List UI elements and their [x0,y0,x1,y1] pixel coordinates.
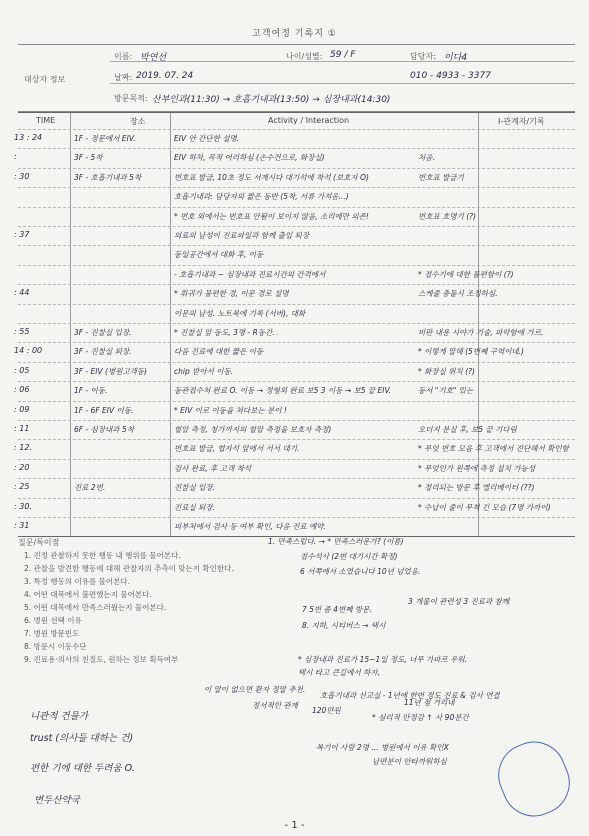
question-item: 6. 병원 선택 이유 [24,616,82,625]
question-item: 7. 병원 방문빈도 [24,629,80,638]
row-time: : 25 [14,482,30,492]
row-divider [18,362,575,363]
row-place: 3F - EIV (병원고객동) [74,366,148,376]
row-note: 번호표 호명기 (?) [418,211,477,221]
row-divider [18,207,575,208]
row-time: 13 : 24 [14,133,43,142]
row-note: * 이렇게 말해 (5번째 구역이네.) [418,347,524,357]
row-time: : 30. [14,501,32,511]
row-activity: * 휘귀가 불편한 경, 이문 경로 설명 [174,289,289,299]
row-note: 스케줄 충돌시 조정하심. [418,289,498,299]
name-label: 이름: [114,52,133,61]
row-divider [18,478,575,479]
row-time: : 20 [14,462,30,472]
answer-note: 복기이 사람 2명 ... 병원에서 이유 확인X [316,743,449,752]
row-divider [18,265,575,266]
staff-label: 담당자: [410,52,436,61]
phone-value: 010 - 4933 - 3377 [410,71,491,81]
row-divider [18,323,575,324]
row-divider [18,187,575,188]
date-value: 2019. 07. 24 [136,71,194,81]
answer-note: 택시 타고 큰길에서 하자. [298,668,380,677]
question-item: 3. 특정 행동의 이유를 물어본다. [24,577,131,586]
row-place: 1F - 이동. [74,386,108,396]
bottom-note: trust (의사들 대하는 건) [30,733,134,744]
row-time: : 05 [14,365,30,375]
row-place: 3F - 진찰실 퇴장. [74,347,132,357]
row-activity: 진찰실 입장. [174,483,215,493]
row-activity: 번호표 발급, 협자석 앞에서 서서 대기. [174,444,300,454]
question-item: 8. 방문시 이동수단 [24,642,87,651]
row-divider [18,342,575,343]
staff-value: 이다4 [444,53,468,63]
row-note: * 수납이 줄이 무척 긴 모습 (7명 가까이) [418,502,551,512]
row-activity: 혈압 측정, 청가까지의 혈압 측정을 보호자 측정) [174,425,332,434]
answer-note: * 심리적 안정감 ↑ 사 90분간 [372,713,469,722]
row-divider [18,498,575,499]
row-divider [18,459,575,460]
row-activity: 다음 진료에 대한 짧은 이동 [174,347,264,357]
age-value: 59 / F [330,50,356,60]
answer-note: 호흡기내과 선교실 - 1년에 한번 정도 진료 & 검사 연결 [320,691,500,700]
answer-note: 3 개물이 관련성 3 진료과 참께 [408,597,510,606]
answer-note: 1. 만족스럽다. → * 만족스러운가? (이름) [268,537,404,546]
row-activity: 의료의 남성이 진료파일과 함께 출입 퇴장 [174,231,310,240]
row-time: : 30 [14,171,30,181]
row-divider [18,226,575,227]
row-note: * 화장실 위치 (?) [418,366,475,376]
question-item: 1. 진정 관찰하지 못한 행동 내 행위를 물어본다. [24,551,181,560]
row-divider [18,517,575,518]
question-item: 9. 진료용·의사의 친절도, 원하는 정보 획득여부 [24,655,179,664]
row-place: 3F - 5착 [74,153,103,163]
row-place: 6F - 심장내과 5착 [74,425,134,434]
subject-label: 대상자 정보 [24,75,66,84]
row-activity: 동일공간에서 대화 후, 이동 [174,250,264,260]
row-activity: chip 받아서 이동. [174,366,234,376]
answer-note: 정서적인 관계 [252,701,298,710]
row-activity: 피부처에서 검사 등 여부 확인, 다음 진료 예약. [174,522,326,531]
row-divider [18,401,575,402]
row-divider [18,129,575,130]
row-activity: - 호흡기내과 ~ 심장내과 진료시간의 간격에서 [174,269,326,279]
row-note: 처음. [418,153,435,163]
row-divider [18,168,575,169]
row-divider [18,284,575,285]
row-note: * 접수기에 대한 불편함이 (?) [418,269,514,279]
row-time: : 31 [14,521,30,530]
date-label: 날짜: [114,73,133,82]
question-item: 4. 어떤 대목에서 불편했는지 물어본다. [24,590,152,599]
row-divider [18,420,575,421]
row-divider [18,148,575,149]
row-note: * 무엇 번호 모음 후 고객에서 진단해서 확인함 [418,444,569,454]
row-place: 3F - 호흡기내과 5착 [74,172,142,182]
answer-note: 11년 점 거리내 [404,698,455,707]
answer-note: 이 말이 없으면 환자 정말 추천. [204,685,306,694]
row-time: : 06 [14,385,30,395]
row-divider [18,439,575,440]
row-time: : [14,152,17,162]
row-time: : 44 [14,288,30,298]
row-note: 번호표 발급기 [418,172,464,182]
row-activity: 호흡기내과: 담당자의 짧은 동반 (5착, 서류 가져옴...) [174,192,349,202]
purpose-value: 산부인과(11:30) → 호흡기내과(13:50) → 심장내과(14:30) [152,95,391,105]
row-activity: EIV 하차, 목적 어리하심 (손수건으로, 화장실) [174,153,325,163]
bottom-note: 니관적 건물가 [30,711,89,722]
answer-note: 남편분이 안타까워하심 [372,757,447,766]
answer-note: 120만원 [312,706,341,715]
col-activity: Activity / Interaction [268,116,350,125]
row-note: * 정리되는 방문 후 엘리베이터 (??) [418,483,535,493]
row-activity: 검사 완료, 후 고객 착석 [174,463,252,473]
col-time: TIME [36,116,56,125]
answer-note: 6 서쪽에서 소였습니다 10년 넘었음. [300,567,421,576]
question-item: 5. 어떤 대목에서 만족스러웠는지 물어본다. [24,603,167,612]
row-time: : 11 [14,424,30,433]
row-activity: * 번호 외에서는 번호표 안됨이 보이지 않음, 소리에만 의존! [174,211,369,221]
row-activity: 번호표 발급, 10초 정도 서계시다 대기석에 착석 (보호자 O) [174,172,369,182]
page-number: - 1 - [284,820,305,831]
subject-info-header [18,44,575,112]
row-activity: 동관접수처 완료 O. 이동 → 정형외 완료 보5 3 이동 → 보5 끝 EIV. [174,386,392,396]
row-divider [18,381,575,382]
name-value: 박연선 [140,53,167,63]
col-place: 장소 [130,117,146,126]
row-divider [18,304,575,305]
page-title: 고객여정 기록지 ① [252,29,337,39]
row-activity: * 진찰실 앞 동도, 3명 - R동간. [174,328,275,337]
handwritten-stamp [489,732,580,826]
row-activity: EIV 안 간단한 설명. [174,134,240,143]
row-time: : 37 [14,230,30,239]
bottom-note: 편한 기에 대한 두려움 O. [30,763,135,774]
row-place: 진료 2번. [74,483,106,493]
bottom-note: 변두산약국 [34,795,80,806]
row-time: : 12. [14,443,32,453]
row-divider [18,245,575,246]
row-time: 14 : 00 [14,346,43,356]
answer-note: 7 5번 좀 4번째 방문. [302,605,372,614]
row-place: 1F - 6F EIV 이동. [74,405,134,415]
answer-note: * 심장내과 진료가 15~1일 정도, 너무 가파르 우워. [298,655,467,664]
activity-table [14,112,575,537]
row-place: 3F - 진찰실 입장. [74,328,132,337]
row-activity: 이문의 남성. 노트북에 기록 (서버), 대화 [174,308,306,318]
row-note: 비판 내용 시야가 기술, 파악함에 가르. [418,328,544,337]
row-note: * 무엇인가 왼쪽에 측정 설치 가능성 [418,463,536,473]
row-activity: * EIV 이로 이동을 쳐다보는 분이 ! [174,405,287,415]
col-person: I-관계자/기록 [498,117,545,126]
age-label: 나이/성별: [286,52,323,61]
row-activity: 진료실 퇴장. [174,502,215,512]
row-time: : 55 [14,327,30,336]
row-note: 동서 "기호" 있는 [418,386,474,396]
answer-note: 8. 지하, 시티버스 → 택시 [302,621,386,630]
notes-title: 질문/특이점 [18,538,60,547]
answer-note: 접수석사 (2번 대기시간 확정) [300,552,398,561]
purpose-label: 방문목적: [114,94,148,103]
row-note: 오더지 분실 후, 보5 끝 기다림 [418,425,517,434]
row-time: : 09 [14,404,30,414]
row-place: 1F - 정문에서 EIV. [74,134,136,143]
question-item: 2. 관찰을 발견한 행동에 대해 관찰자의 추측이 맞는지 확인한다. [24,564,234,573]
